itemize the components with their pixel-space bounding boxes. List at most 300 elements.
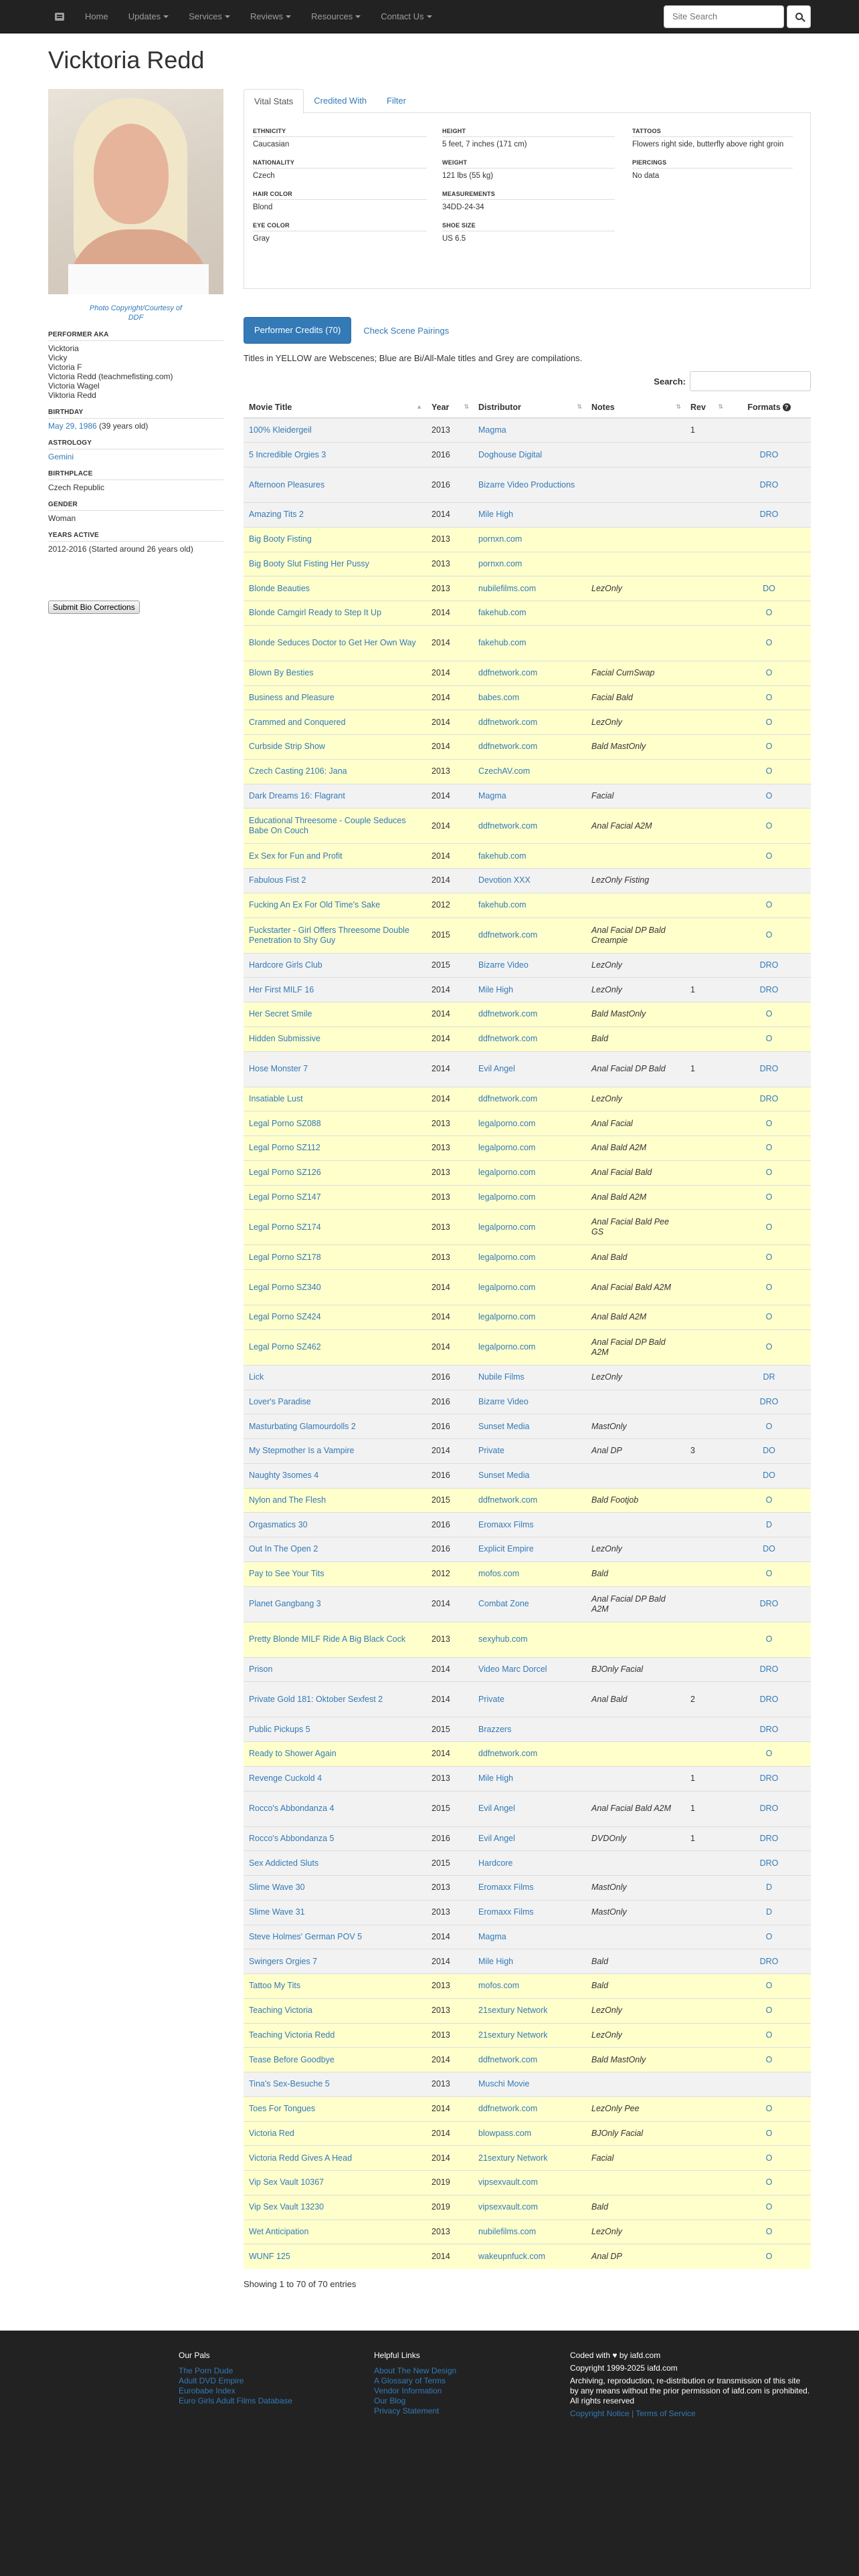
formats-cell[interactable]: DRO <box>759 1833 779 1843</box>
formats-cell[interactable]: O <box>765 821 773 831</box>
col-movie-title[interactable]: Movie Title ▲ <box>244 397 426 418</box>
movie-title-link[interactable]: Wet Anticipation <box>249 2226 309 2236</box>
pal-link[interactable]: Euro Girls Adult Films Database <box>179 2396 293 2405</box>
formats-cell[interactable]: O <box>765 1222 773 1232</box>
movie-title-link[interactable]: Tattoo My Tits <box>249 1981 301 1991</box>
formats-cell[interactable]: O <box>765 1009 773 1019</box>
formats-cell[interactable]: DRO <box>759 479 779 490</box>
col-year[interactable]: Year ⇅ <box>426 397 473 418</box>
movie-title-link[interactable]: Blonde Seduces Doctor to Get Her Own Way <box>249 638 416 648</box>
formats-cell[interactable]: DRO <box>759 1599 779 1608</box>
col-rev[interactable]: Rev ⇅ <box>685 397 727 418</box>
movie-title-link[interactable]: Teaching Victoria Redd <box>249 2030 335 2040</box>
distributor-link[interactable]: blowpass.com <box>478 2128 532 2138</box>
rev-cell <box>685 1305 727 1330</box>
movie-title-link[interactable]: Out In The Open 2 <box>249 1544 318 1554</box>
distributor-cell <box>473 1329 586 1365</box>
distributor-link[interactable]: babes.com <box>478 692 520 702</box>
formats-cell[interactable]: O <box>765 790 773 800</box>
formats-cell[interactable]: D <box>765 1883 773 1893</box>
distributor-link[interactable]: ddfnetwork.com <box>478 742 538 752</box>
distributor-link[interactable]: Magma <box>478 425 506 435</box>
formats-cell[interactable]: O <box>765 692 773 702</box>
movie-title-link[interactable]: Pay to See Your Tits <box>249 1569 324 1579</box>
movie-title-link[interactable]: Private Gold 181: Oktober Sexfest 2 <box>249 1694 383 1704</box>
formats-cell[interactable]: DRO <box>759 510 779 520</box>
movie-title-link[interactable]: Educational Threesome - Couple Seduces Babe On Couch <box>249 816 406 836</box>
helpful-link[interactable]: Our Blog <box>374 2396 406 2405</box>
movie-title-cell <box>244 1390 426 1414</box>
formats-cell[interactable]: O <box>765 1981 773 1991</box>
distributor-cell <box>473 1305 586 1330</box>
movie-title-link[interactable]: Crammed and Conquered <box>249 717 346 727</box>
nav-services[interactable]: Services <box>179 0 240 33</box>
movie-title-cell <box>244 601 426 626</box>
distributor-link[interactable]: Sunset Media <box>478 1471 530 1481</box>
movie-title-link[interactable]: Slime Wave 31 <box>249 1907 305 1917</box>
distributor-link[interactable]: Nubile Films <box>478 1372 524 1382</box>
helpful-link[interactable]: A Glossary of Terms <box>374 2376 446 2385</box>
distributor-link[interactable]: Muschi Movie <box>478 2079 530 2089</box>
movie-title-link[interactable]: Vip Sex Vault 10367 <box>249 2177 324 2187</box>
distributor-link[interactable]: Brazzers <box>478 1724 512 1734</box>
distributor-link[interactable]: Evil Angel <box>478 1804 515 1813</box>
formats-cell[interactable]: DRO <box>759 1804 779 1813</box>
distributor-link[interactable]: fakehub.com <box>478 900 527 910</box>
formats-cell[interactable]: O <box>765 717 773 727</box>
movie-title-link[interactable]: Naughty 3somes 4 <box>249 1471 319 1481</box>
movie-title-link[interactable]: Prison <box>249 1664 273 1674</box>
movie-title-link[interactable]: Amazing Tits 2 <box>249 510 304 520</box>
distributor-link[interactable]: Magma <box>478 1931 506 1941</box>
nav-updates[interactable]: Updates <box>118 0 179 33</box>
movie-title-link[interactable]: Sex Addicted Sluts <box>249 1858 319 1868</box>
sort-icon: ⇅ <box>464 403 469 410</box>
year-cell <box>426 1791 473 1826</box>
formats-cell[interactable]: O <box>765 608 773 618</box>
table-search-input[interactable] <box>690 371 811 391</box>
distributor-link[interactable]: ddfnetwork.com <box>478 1009 538 1019</box>
year-cell: 2013 <box>432 1118 450 1128</box>
distributor-link[interactable]: ddfnetwork.com <box>478 2104 538 2114</box>
movie-title-link[interactable]: Curbside Strip Show <box>249 742 325 752</box>
formats-cell[interactable]: DR <box>763 1372 775 1382</box>
movie-title-link[interactable]: Insatiable Lust <box>249 1093 303 1103</box>
distributor-link[interactable]: nubilefilms.com <box>478 583 537 593</box>
movie-title-link[interactable]: Blonde Beauties <box>249 583 310 593</box>
movie-title-cell <box>244 918 426 953</box>
distributor-link[interactable]: ddfnetwork.com <box>478 1749 538 1759</box>
distributor-cell <box>473 1791 586 1826</box>
formats-cell[interactable]: DRO <box>759 1064 779 1073</box>
notes-cell: Anal Facial Bald <box>591 1168 652 1178</box>
distributor-cell <box>473 661 586 685</box>
formats-cell[interactable]: DRO <box>759 984 779 994</box>
formats-cell[interactable]: DO <box>763 1471 775 1481</box>
distributor-link[interactable]: fakehub.com <box>478 608 527 618</box>
distributor-link[interactable]: Private <box>478 1446 504 1456</box>
submit-bio-corrections-button[interactable]: Submit Bio Corrections <box>48 601 140 614</box>
movie-title-link[interactable]: Big Booty Slut Fisting Her Pussy <box>249 558 369 568</box>
home-logo-icon[interactable] <box>52 0 67 33</box>
rev-cell <box>685 1513 727 1537</box>
movie-title-link[interactable]: Victoria Redd Gives A Head <box>249 2153 353 2163</box>
formats-cell[interactable]: D <box>765 1519 773 1529</box>
movie-title-cell <box>244 576 426 601</box>
table-row <box>244 1329 811 1365</box>
formats-cell[interactable]: DRO <box>759 1956 779 1966</box>
movie-title-link[interactable]: Fuckstarter - Girl Offers Threesome Double Penetration to Shy Guy <box>249 925 409 945</box>
distributor-link[interactable]: legalporno.com <box>478 1252 536 1262</box>
year-cell: 2013 <box>432 1252 450 1262</box>
distributor-link[interactable]: sexyhub.com <box>478 1634 528 1644</box>
distributor-link[interactable]: ddfnetwork.com <box>478 1093 538 1103</box>
movie-title-cell <box>244 1245 426 1270</box>
distributor-link[interactable]: Bizarre Video <box>478 960 529 970</box>
performer-credits-button[interactable]: Performer Credits (70) <box>244 317 351 344</box>
movie-title-link[interactable]: Legal Porno SZ178 <box>249 1252 321 1262</box>
formats-cell[interactable]: DO <box>763 583 775 593</box>
movie-title-link[interactable]: Pretty Blonde MILF Ride A Big Black Cock <box>249 1634 406 1644</box>
movie-title-link[interactable]: Blown By Besties <box>249 668 314 678</box>
movie-title-link[interactable]: Big Booty Fisting <box>249 534 312 544</box>
distributor-link[interactable]: legalporno.com <box>478 1312 536 1322</box>
notes-cell <box>586 1305 685 1330</box>
movie-title-link[interactable]: Swingers Orgies 7 <box>249 1956 318 1966</box>
photo-credit[interactable]: Photo Copyright/Courtesy of DDF <box>89 304 183 322</box>
distributor-link[interactable]: ddfnetwork.com <box>478 2054 538 2064</box>
formats-cell[interactable]: O <box>765 1569 773 1579</box>
pal-link[interactable]: Eurobabe Index <box>179 2386 235 2395</box>
formats-cell[interactable]: DRO <box>759 449 779 459</box>
year-cell: 2013 <box>432 1168 450 1178</box>
formats-cell[interactable]: O <box>765 2054 773 2064</box>
formats-cell[interactable]: DRO <box>759 960 779 970</box>
movie-title-link[interactable]: Steve Holmes' German POV 5 <box>249 1931 363 1941</box>
formats-cell[interactable]: O <box>765 2153 773 2163</box>
movie-title-link[interactable]: Legal Porno SZ424 <box>249 1312 321 1322</box>
notes-cell <box>586 2023 685 2048</box>
distributor-link[interactable]: vipsexvault.com <box>478 2202 538 2212</box>
distributor-link[interactable]: ddfnetwork.com <box>478 1034 538 1044</box>
year-cell <box>426 2220 473 2244</box>
movie-title-link[interactable]: Teaching Victoria <box>249 2006 312 2016</box>
notes-cell: BJOnly Facial <box>591 2128 644 2138</box>
movie-title-link[interactable]: Slime Wave 30 <box>249 1883 305 1893</box>
formats-cell[interactable]: D <box>765 1907 773 1917</box>
formats-cell[interactable]: O <box>765 1421 773 1431</box>
nav-contact[interactable]: Contact Us <box>371 0 442 33</box>
birthday-link[interactable]: May 29, 1986 <box>48 421 97 431</box>
table-row <box>244 1900 811 1925</box>
distributor-link[interactable]: Eromaxx Films <box>478 1883 534 1893</box>
movie-title-link[interactable]: Business and Pleasure <box>249 692 335 702</box>
distributor-link[interactable]: ddfnetwork.com <box>478 668 538 678</box>
distributor-link[interactable]: Eromaxx Films <box>478 1907 534 1917</box>
notes-cell: DVDOnly <box>591 1833 627 1843</box>
formats-cell[interactable]: DRO <box>759 1774 779 1784</box>
credit-buttons <box>244 317 811 344</box>
notes-cell <box>586 869 685 893</box>
movie-title-link[interactable]: Legal Porno SZ462 <box>249 1342 321 1352</box>
movie-title-link[interactable]: Tease Before Goodbye <box>249 2054 335 2064</box>
movie-title-link[interactable]: Planet Gangbang 3 <box>249 1599 321 1608</box>
formats-cell[interactable]: DO <box>763 1446 775 1456</box>
notes-cell <box>586 2220 685 2244</box>
movie-title-link[interactable]: Rocco's Abbondanza 5 <box>249 1833 335 1843</box>
distributor-link[interactable]: ddfnetwork.com <box>478 1495 538 1505</box>
formats-cell[interactable]: O <box>765 1342 773 1352</box>
movie-title-link[interactable]: Ready to Shower Again <box>249 1749 337 1759</box>
movie-title-link[interactable]: Her Secret Smile <box>249 1009 312 1019</box>
distributor-link[interactable]: wakeupnfuck.com <box>478 2251 546 2261</box>
formats-cell[interactable]: O <box>765 900 773 910</box>
distributor-link[interactable]: 21sextury Network <box>478 2006 548 2016</box>
movie-title-link[interactable]: Legal Porno SZ126 <box>249 1168 321 1178</box>
formats-cell[interactable]: O <box>765 1931 773 1941</box>
distributor-link[interactable]: legalporno.com <box>478 1222 536 1232</box>
movie-title-link[interactable]: Victoria Red <box>249 2128 294 2138</box>
distributor-link[interactable]: legalporno.com <box>478 1168 536 1178</box>
movie-title-link[interactable]: Tina's Sex-Besuche 5 <box>249 2079 330 2089</box>
formats-cell[interactable]: DO <box>763 1544 775 1554</box>
movie-title-link[interactable]: Czech Casting 2106: Jana <box>249 766 347 776</box>
movie-title-link[interactable]: 100% Kleidergeil <box>249 425 312 435</box>
distributor-link[interactable]: ddfnetwork.com <box>478 717 538 727</box>
movie-title-link[interactable]: Legal Porno SZ340 <box>249 1282 321 1292</box>
distributor-link[interactable]: legalporno.com <box>478 1192 536 1202</box>
formats-cell[interactable]: DRO <box>759 1093 779 1103</box>
movie-title-link[interactable]: Legal Porno SZ112 <box>249 1143 320 1153</box>
nav-reviews[interactable]: Reviews <box>240 0 301 33</box>
year-cell: 2014 <box>432 2054 450 2064</box>
distributor-link[interactable]: vipsexvault.com <box>478 2177 538 2187</box>
movie-title-link[interactable]: Hardcore Girls Club <box>249 960 322 970</box>
formats-cell[interactable]: O <box>765 2030 773 2040</box>
year-cell <box>426 1717 473 1742</box>
distributor-link[interactable]: fakehub.com <box>478 638 527 648</box>
formats-cell[interactable]: DRO <box>759 1724 779 1734</box>
formats-cell <box>727 467 811 503</box>
formats-cell[interactable]: O <box>765 2006 773 2016</box>
year-cell: 2013 <box>432 534 450 544</box>
tab-filter[interactable]: Filter <box>387 96 406 106</box>
distributor-link[interactable]: 21sextury Network <box>478 2030 548 2040</box>
movie-title-cell <box>244 1998 426 2023</box>
weight-value: 121 lbs (55 kg) <box>442 172 494 180</box>
movie-title-link[interactable]: Dark Dreams 16: Flagrant <box>249 790 345 800</box>
distributor-link[interactable]: ddfnetwork.com <box>478 821 538 831</box>
col-formats[interactable]: Formats ? <box>727 397 811 418</box>
formats-cell <box>727 918 811 953</box>
distributor-link[interactable]: mofos.com <box>478 1569 520 1579</box>
tab-vital-stats[interactable]: Vital Stats <box>244 89 304 114</box>
distributor-link[interactable]: legalporno.com <box>478 1282 536 1292</box>
distributor-link[interactable]: Mile High <box>478 1956 514 1966</box>
movie-title-link[interactable]: WUNF 125 <box>249 2251 290 2261</box>
movie-title-link[interactable]: Blonde Camgirl Ready to Step It Up <box>249 608 382 618</box>
movie-title-cell <box>244 978 426 1002</box>
notes-cell: Anal Facial Bald A2M <box>591 1282 672 1292</box>
formats-cell[interactable]: DRO <box>759 1858 779 1868</box>
distributor-link[interactable]: Bizarre Video <box>478 1396 529 1406</box>
pal-link[interactable]: The Porn Dude <box>179 2366 233 2375</box>
distributor-link[interactable]: legalporno.com <box>478 1143 536 1153</box>
movie-title-link[interactable]: Legal Porno SZ174 <box>249 1222 321 1232</box>
movie-title-link[interactable]: Legal Porno SZ088 <box>249 1118 321 1128</box>
movie-title-link[interactable]: Toes For Tongues <box>249 2104 316 2114</box>
distributor-link[interactable]: Hardcore <box>478 1858 513 1868</box>
distributor-link[interactable]: Mile High <box>478 984 514 994</box>
movie-title-cell <box>244 784 426 809</box>
formats-cell[interactable]: O <box>765 2177 773 2187</box>
movie-title-cell <box>244 1513 426 1537</box>
movie-title-link[interactable]: Masturbating Glamourdolls 2 <box>249 1421 356 1431</box>
rev-cell <box>685 869 727 893</box>
distributor-link[interactable]: Bizarre Video Productions <box>478 479 575 490</box>
distributor-link[interactable]: fakehub.com <box>478 851 527 861</box>
movie-title-link[interactable]: Legal Porno SZ147 <box>249 1192 321 1202</box>
formats-cell[interactable]: O <box>765 1634 773 1644</box>
movie-title-link[interactable]: Afternoon Pleasures <box>249 479 325 490</box>
formats-cell[interactable]: DRO <box>759 1694 779 1704</box>
distributor-link[interactable]: Private <box>478 1694 504 1704</box>
movie-title-link[interactable]: 5 Incredible Orgies 3 <box>249 449 326 459</box>
tab-credited-with[interactable]: Credited With <box>314 96 367 106</box>
distributor-link[interactable]: Mile High <box>478 1774 514 1784</box>
distributor-link[interactable]: ddfnetwork.com <box>478 930 538 940</box>
movie-title-link[interactable]: Hose Monster 7 <box>249 1064 308 1073</box>
col-notes[interactable]: Notes ⇅ <box>586 397 685 418</box>
distributor-link[interactable]: Magma <box>478 790 506 800</box>
distributor-cell <box>473 809 586 844</box>
movie-title-cell <box>244 953 426 978</box>
helpful-link[interactable]: About The New Design <box>374 2366 457 2375</box>
distributor-link[interactable]: Evil Angel <box>478 1064 515 1073</box>
distributor-link[interactable]: Eromaxx Films <box>478 1519 534 1529</box>
formats-cell[interactable]: O <box>765 1118 773 1128</box>
scene-pairings-link[interactable]: Check Scene Pairings <box>363 325 450 336</box>
movie-title-link[interactable]: Rocco's Abbondanza 4 <box>249 1804 335 1813</box>
formats-cell[interactable]: O <box>765 2202 773 2212</box>
formats-cell[interactable]: O <box>765 1192 773 1202</box>
terms-link[interactable]: Terms of Service <box>636 2409 696 2418</box>
formats-cell[interactable]: O <box>765 2128 773 2138</box>
pal-link[interactable]: Adult DVD Empire <box>179 2376 244 2385</box>
distributor-link[interactable]: legalporno.com <box>478 1342 536 1352</box>
year-cell: 2014 <box>432 1282 450 1292</box>
formats-cell[interactable]: O <box>765 1282 773 1292</box>
distributor-link[interactable]: Mile High <box>478 510 514 520</box>
distributor-link[interactable]: Combat Zone <box>478 1599 529 1608</box>
formats-cell[interactable]: O <box>765 668 773 678</box>
formats-cell[interactable]: O <box>765 1252 773 1262</box>
movie-title-link[interactable]: Orgasmatics 30 <box>249 1519 308 1529</box>
formats-cell[interactable]: O <box>765 2251 773 2261</box>
distributor-link[interactable]: legalporno.com <box>478 1118 536 1128</box>
distributor-link[interactable]: mofos.com <box>478 1981 520 1991</box>
nav-home[interactable]: Home <box>85 11 108 21</box>
distributor-link[interactable]: pornxn.com <box>478 558 522 568</box>
distributor-link[interactable]: Explicit Empire <box>478 1544 534 1554</box>
notes-cell <box>586 1329 685 1365</box>
info-icon[interactable]: ? <box>783 403 791 411</box>
movie-title-link[interactable]: Public Pickups 5 <box>249 1724 310 1734</box>
distributor-link[interactable]: CzechAV.com <box>478 766 531 776</box>
distributor-link[interactable]: Evil Angel <box>478 1833 515 1843</box>
formats-cell[interactable]: O <box>765 1143 773 1153</box>
distributor-link[interactable]: Doghouse Digital <box>478 449 543 459</box>
nav-resources[interactable]: Resources <box>301 0 371 33</box>
year-cell: 2012 <box>432 1569 450 1579</box>
movie-title-link[interactable]: Hidden Submissive <box>249 1034 320 1044</box>
formats-cell[interactable]: O <box>765 851 773 861</box>
distributor-link[interactable]: Video Marc Dorcel <box>478 1664 547 1674</box>
formats-cell[interactable]: O <box>765 2226 773 2236</box>
movie-title-link[interactable]: My Stepmother Is a Vampire <box>249 1446 355 1456</box>
formats-cell[interactable]: DRO <box>759 1664 779 1674</box>
notes-cell <box>586 1826 685 1851</box>
formats-cell[interactable]: O <box>765 766 773 776</box>
movie-title-link[interactable]: Fucking An Ex For Old Time's Sake <box>249 900 381 910</box>
helpful-link[interactable]: Vendor Information <box>374 2386 442 2395</box>
distributor-link[interactable]: Devotion XXX <box>478 875 531 885</box>
notes-cell: LezOnly <box>591 1372 622 1382</box>
astrology-link[interactable]: Gemini <box>48 452 74 461</box>
movie-title-link[interactable]: Fabulous Fist 2 <box>249 875 306 885</box>
formats-cell[interactable]: O <box>765 1495 773 1505</box>
year-cell: 2014 <box>432 1342 450 1352</box>
rev-cell <box>685 576 727 601</box>
movie-title-link[interactable]: Her First MILF 16 <box>249 984 314 994</box>
notes-cell <box>586 893 685 918</box>
distributor-link[interactable]: nubilefilms.com <box>478 2226 537 2236</box>
table-row <box>244 601 811 626</box>
movie-title-link[interactable]: Nylon and The Flesh <box>249 1495 326 1505</box>
formats-cell[interactable]: DRO <box>759 1396 779 1406</box>
year-cell <box>426 1537 473 1562</box>
site-search-input[interactable] <box>664 5 784 28</box>
formats-cell[interactable]: O <box>765 1749 773 1759</box>
copyright-notice-link[interactable]: Copyright Notice <box>570 2409 630 2418</box>
formats-cell[interactable]: O <box>765 930 773 940</box>
site-search-button[interactable] <box>787 5 811 28</box>
formats-cell[interactable]: O <box>765 1168 773 1178</box>
movie-title-link[interactable]: Vip Sex Vault 13230 <box>249 2202 324 2212</box>
notes-cell <box>586 2048 685 2072</box>
distributor-link[interactable]: pornxn.com <box>478 534 522 544</box>
col-distributor[interactable]: Distributor ⇅ <box>473 397 586 418</box>
formats-cell[interactable]: O <box>765 1034 773 1044</box>
movie-title-link[interactable]: Ex Sex for Fun and Profit <box>249 851 343 861</box>
formats-cell[interactable]: O <box>765 742 773 752</box>
helpful-link[interactable]: Privacy Statement <box>374 2406 440 2416</box>
rev-cell <box>685 1414 727 1439</box>
movie-title-link[interactable]: Revenge Cuckold 4 <box>249 1774 322 1784</box>
table-info: Showing 1 to 70 of 70 entries <box>244 2278 357 2289</box>
distributor-cell <box>473 625 586 661</box>
formats-cell[interactable]: O <box>765 2104 773 2114</box>
formats-cell <box>727 1210 811 1245</box>
formats-cell[interactable]: O <box>765 638 773 648</box>
table-row <box>244 1766 811 1791</box>
distributor-link[interactable]: 21sextury Network <box>478 2153 548 2163</box>
distributor-link[interactable]: Sunset Media <box>478 1421 530 1431</box>
formats-cell[interactable]: O <box>765 1312 773 1322</box>
movie-title-link[interactable]: Lover's Paradise <box>249 1396 311 1406</box>
distributor-cell <box>473 552 586 576</box>
movie-title-link[interactable]: Lick <box>249 1372 264 1382</box>
